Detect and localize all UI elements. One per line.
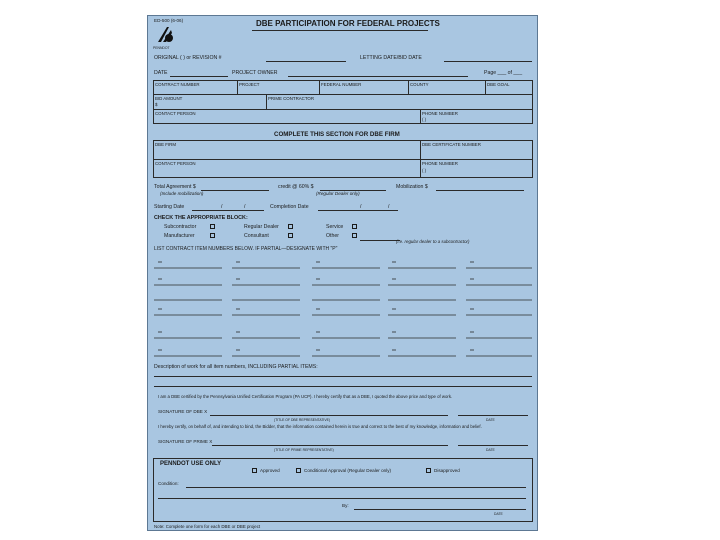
completion-date-line[interactable]	[318, 210, 398, 211]
description-line-1[interactable]	[154, 376, 532, 377]
subcontractor-checkbox[interactable]	[210, 224, 215, 229]
condition-label: Condition:	[158, 481, 179, 486]
original-label: ORIGINAL ( ) or REVISION #	[154, 55, 222, 61]
dbe-phone-parens: ( )	[422, 168, 427, 173]
prime-contractor-label: PRIME CONTRACTOR	[268, 96, 315, 101]
prime-date-caption: DATE	[486, 448, 495, 452]
grid-row-line	[153, 94, 533, 95]
regular-dealer-only-note: (Regular Dealer only)	[316, 191, 360, 196]
completion-date-slash-1: /	[360, 204, 362, 210]
signature-prime-label: SIGNATURE OF PRIME X	[158, 439, 213, 444]
conditional-checkbox[interactable]	[296, 468, 301, 473]
prime-certification-text: I hereby certify, on behalf of, and intending to bind, the Bidder, that the information contained herein is true and correct to the best of my knowledge, information and belief.	[158, 424, 482, 429]
phone-number-label: PHONE NUMBER	[422, 111, 458, 116]
other-checkbox[interactable]	[352, 233, 357, 238]
consultant-checkbox[interactable]	[288, 233, 293, 238]
logo-text: PENNDOT	[153, 46, 170, 50]
dbe-date-caption: DATE	[486, 418, 495, 422]
description-line-2[interactable]	[154, 386, 532, 387]
dbe-phone-label: PHONE NUMBER	[422, 161, 458, 166]
starting-date-slash-2: /	[244, 204, 246, 210]
grid-row-line	[153, 109, 533, 110]
date-label: DATE	[154, 70, 168, 76]
phone-parens: ( )	[422, 117, 427, 122]
contract-number-label: CONTRACT NUMBER	[155, 82, 200, 87]
approved-label: Approved	[260, 468, 280, 473]
signature-dbe-label: SIGNATURE OF DBE X	[158, 409, 208, 414]
mobilization-line[interactable]	[436, 190, 524, 191]
bid-dollar-sign: $	[155, 102, 158, 107]
subcontractor-label: Subcontractor	[164, 224, 197, 230]
project-label: PROJECT	[239, 82, 260, 87]
bottom-date-caption: DATE	[494, 512, 503, 516]
completion-date-slash-2: /	[388, 204, 390, 210]
starting-date-slash-1: /	[221, 204, 223, 210]
disapproved-checkbox[interactable]	[426, 468, 431, 473]
completion-date-label: Completion Date	[270, 204, 309, 210]
disapproved-label: Disapproved	[434, 468, 460, 473]
manufacturer-checkbox[interactable]	[210, 233, 215, 238]
date-line[interactable]	[170, 76, 228, 77]
list-items-heading: LIST CONTRACT ITEM NUMBERS BELOW. IF PARTIAL—DESIGNATE WITH "P"	[154, 246, 338, 252]
form-number: ED-500 (6-06)	[154, 18, 184, 23]
manufacturer-label: Manufacturer	[164, 233, 195, 239]
grid-col-line	[420, 109, 421, 124]
form-title: DBE PARTICIPATION FOR FEDERAL PROJECTS	[256, 19, 440, 28]
dbe-goal-label: DBE GOAL	[487, 82, 510, 87]
title-underline	[252, 30, 428, 31]
condition-line-1[interactable]	[186, 487, 526, 488]
include-mobilization-note: (Include mobilization)	[160, 191, 204, 196]
bid-amount-label: BID AMOUNT	[155, 96, 183, 101]
approved-checkbox[interactable]	[252, 468, 257, 473]
penndot-logo-icon	[154, 24, 176, 46]
prime-title-caption: (TITLE OF PRIME REPRESENTATIVE)	[274, 448, 334, 452]
footer-note: Note: Complete one form for each DBE or DBE project	[154, 524, 261, 529]
project-owner-line[interactable]	[288, 76, 468, 77]
mobilization-label: Mobilization $	[396, 184, 428, 190]
total-agreement-line[interactable]	[201, 190, 269, 191]
consultant-label: Consultant	[244, 233, 269, 239]
signature-dbe-line[interactable]	[210, 415, 448, 416]
county-label: COUNTY	[410, 82, 429, 87]
credit-label: credit @ 60% $	[278, 184, 314, 190]
total-agreement-label: Total Agreement $	[154, 184, 196, 190]
page-label: Page ___ of ___	[484, 70, 523, 76]
service-checkbox[interactable]	[352, 224, 357, 229]
other-note: (i.e. regular dealer to a subcontractor)	[396, 239, 470, 244]
grid-col-line	[237, 80, 238, 94]
letting-date-line[interactable]	[444, 61, 532, 62]
description-label: Description of work for all item numbers, INCLUDING PARTIAL ITEMS:	[154, 364, 318, 370]
signature-dbe-date-line[interactable]	[458, 415, 528, 416]
complete-section-heading: COMPLETE THIS SECTION FOR DBE FIRM	[274, 131, 400, 138]
by-label: By:	[342, 503, 349, 508]
federal-number-label: FEDERAL NUMBER	[321, 82, 362, 87]
conditional-label: Conditional Approval (Regular Dealer only)	[304, 468, 392, 473]
grid-col-line	[408, 80, 409, 94]
contact-person-label: CONTACT PERSON	[155, 111, 196, 116]
signature-prime-date-line[interactable]	[458, 445, 528, 446]
service-label: Service	[326, 224, 344, 230]
grid-col-line	[266, 94, 267, 109]
dbe-firm-label: DBE FIRM	[155, 142, 176, 147]
grid-col-line	[319, 80, 320, 94]
dbe-cert-label: DBE CERTIFICATE NUMBER	[422, 142, 481, 147]
dbe-participation-form	[147, 15, 538, 531]
penndot-use-heading: PENNDOT USE ONLY	[160, 461, 222, 467]
other-line[interactable]	[360, 240, 400, 241]
item-number-grid[interactable]	[148, 252, 538, 364]
other-label: Other	[326, 233, 339, 239]
project-owner-label: PROJECT OWNER	[232, 70, 278, 76]
letting-date-label: LETTING DATE/BID DATE	[360, 55, 422, 61]
dbe-certification-text: I am a DBE certified by the Pennsylvania Unified Certification Program (PA UCP). I hereby certify that as a DBE, I quoted the above price and type of work.	[158, 394, 453, 399]
starting-date-label: Starting Date	[154, 204, 185, 210]
grid-col-line	[485, 80, 486, 94]
regular-dealer-checkbox[interactable]	[288, 224, 293, 229]
signature-prime-line[interactable]	[212, 445, 448, 446]
starting-date-line[interactable]	[192, 210, 264, 211]
condition-line-2[interactable]	[158, 498, 526, 499]
by-line[interactable]	[354, 509, 526, 510]
grid-col-line	[420, 140, 421, 178]
revision-line[interactable]	[266, 61, 346, 62]
dbe-contact-label: CONTACT PERSON	[155, 161, 196, 166]
grid-row-line	[153, 159, 533, 160]
regular-dealer-label: Regular Dealer	[244, 224, 279, 230]
dbe-title-caption: (TITLE OF DBE REPRESENTATIVE)	[274, 418, 331, 422]
check-block-heading: CHECK THE APPROPRIATE BLOCK:	[154, 215, 248, 221]
